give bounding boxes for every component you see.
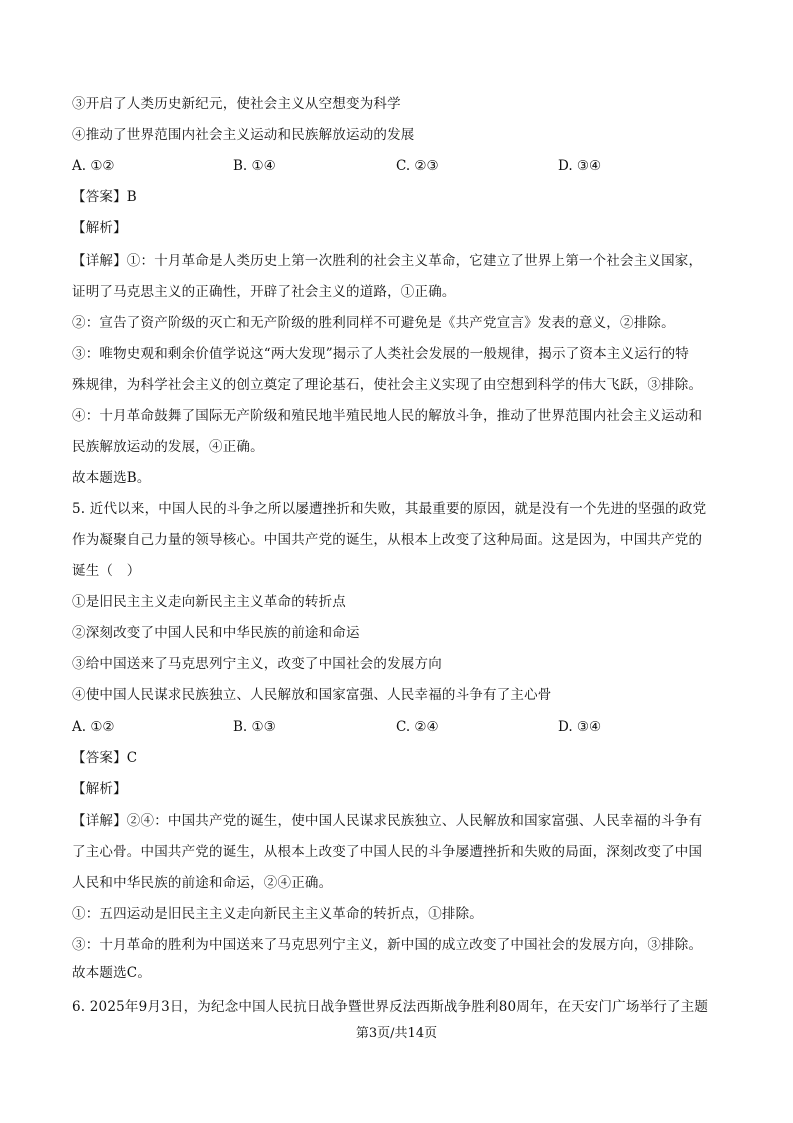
q4-detail-line: ②：宣告了资产阶级的灭亡和无产阶级的胜利同样不可避免是《共产党宣言》发表的意义，②排除。 (72, 315, 675, 331)
q5-option-b: B. ①③ (233, 719, 276, 735)
q4-statement-3: ③开启了人类历史新纪元，使社会主义从空想变为科学 (72, 96, 401, 112)
q5-option-d: D. ③④ (558, 719, 602, 735)
q4-detail-line: 民族解放运动的发展，④正确。 (72, 439, 264, 455)
q4-answer: 【答案】B (72, 189, 137, 205)
q4-option-d: D. ③④ (558, 158, 602, 174)
q5-option-c: C. ②④ (396, 719, 439, 735)
page-number-footer: 第3页/共14页 (355, 1026, 438, 1041)
q5-statement-4: ④使中国人民谋求民族独立、人民解放和国家富强、人民幸福的斗争有了主心骨 (72, 687, 552, 703)
q4-options (72, 157, 732, 175)
q5-detail-line: ①：五四运动是旧民主主义走向新民主主义革命的转折点，①排除。 (72, 906, 483, 922)
q5-stem-line: 诞生（ ） (72, 563, 141, 579)
q5-stem-line: 5. 近代以来，中国人民的斗争之所以屡遭挫折和失败，其最重要的原因，就是没有一个先进的坚强的政党 (72, 501, 707, 517)
q6-stem-line: 6. 2025年9月3日，为纪念中国人民抗日战争暨世界反法西斯战争胜利80周年，在天安门广场举行了主题 (72, 999, 709, 1015)
q5-stem-line: 作为凝聚自己力量的领导核心。中国共产党的诞生，从根本上改变了这种局面。这是因为，中国共产党的 (72, 532, 703, 548)
q4-option-b: B. ①④ (233, 158, 276, 174)
q5-option-a: A. ①② (72, 719, 115, 735)
q4-conclusion: 故本题选B。 (72, 470, 151, 486)
q4-detail-line: ③：唯物史观和剩余价值学说这“两大发现”揭示了人类社会发展的一般规律，揭示了资本主义运行的特 (72, 346, 690, 362)
q5-detail-line: 人民和中华民族的前途和命运，②④正确。 (72, 875, 333, 891)
q5-statement-2: ②深刻改变了中国人民和中华民族的前途和命运 (72, 625, 360, 641)
q5-detail-line: ③：十月革命的胜利为中国送来了马克思列宁主义，新中国的成立改变了中国社会的发展方向，③排除。 (72, 937, 703, 953)
q4-detail-line: 证明了马克思主义的正确性，开辟了社会主义的道路，①正确。 (72, 284, 456, 300)
q4-option-a: A. ①② (72, 158, 115, 174)
q5-answer: 【答案】C (72, 750, 138, 766)
q5-statement-1: ①是旧民主主义走向新民主主义革命的转折点 (72, 594, 346, 610)
q4-analysis-title: 【解析】 (72, 220, 127, 236)
q5-options (72, 718, 732, 736)
q5-detail-line: 了主心骨。中国共产党的诞生，从根本上改变了中国人民的斗争屡遭挫折和失败的局面，深刻改变了中国 (72, 844, 703, 860)
q4-option-c: C. ②③ (396, 158, 439, 174)
q4-detail-line: 殊规律，为科学社会主义的创立奠定了理论基石，使社会主义实现了由空想到科学的伟大飞跃，③排除。 (72, 377, 703, 393)
q5-analysis-title: 【解析】 (72, 781, 127, 797)
q4-detail-line: 【详解】①：十月革命是人类历史上第一次胜利的社会主义革命，它建立了世界上第一个社会主义国家， (72, 253, 703, 269)
q5-conclusion: 故本题选C。 (72, 965, 152, 981)
q4-statement-4: ④推动了世界范围内社会主义运动和民族解放运动的发展 (72, 127, 415, 143)
q5-detail-line: 【详解】②④：中国共产党的诞生，使中国人民谋求民族独立、人民解放和国家富强、人民幸福的斗争有 (72, 813, 703, 829)
q4-detail-line: ④：十月革命鼓舞了国际无产阶级和殖民地半殖民地人民的解放斗争，推动了世界范围内社会主义运动和 (72, 408, 703, 424)
q5-statement-3: ③给中国送来了马克思列宁主义，改变了中国社会的发展方向 (72, 656, 442, 672)
